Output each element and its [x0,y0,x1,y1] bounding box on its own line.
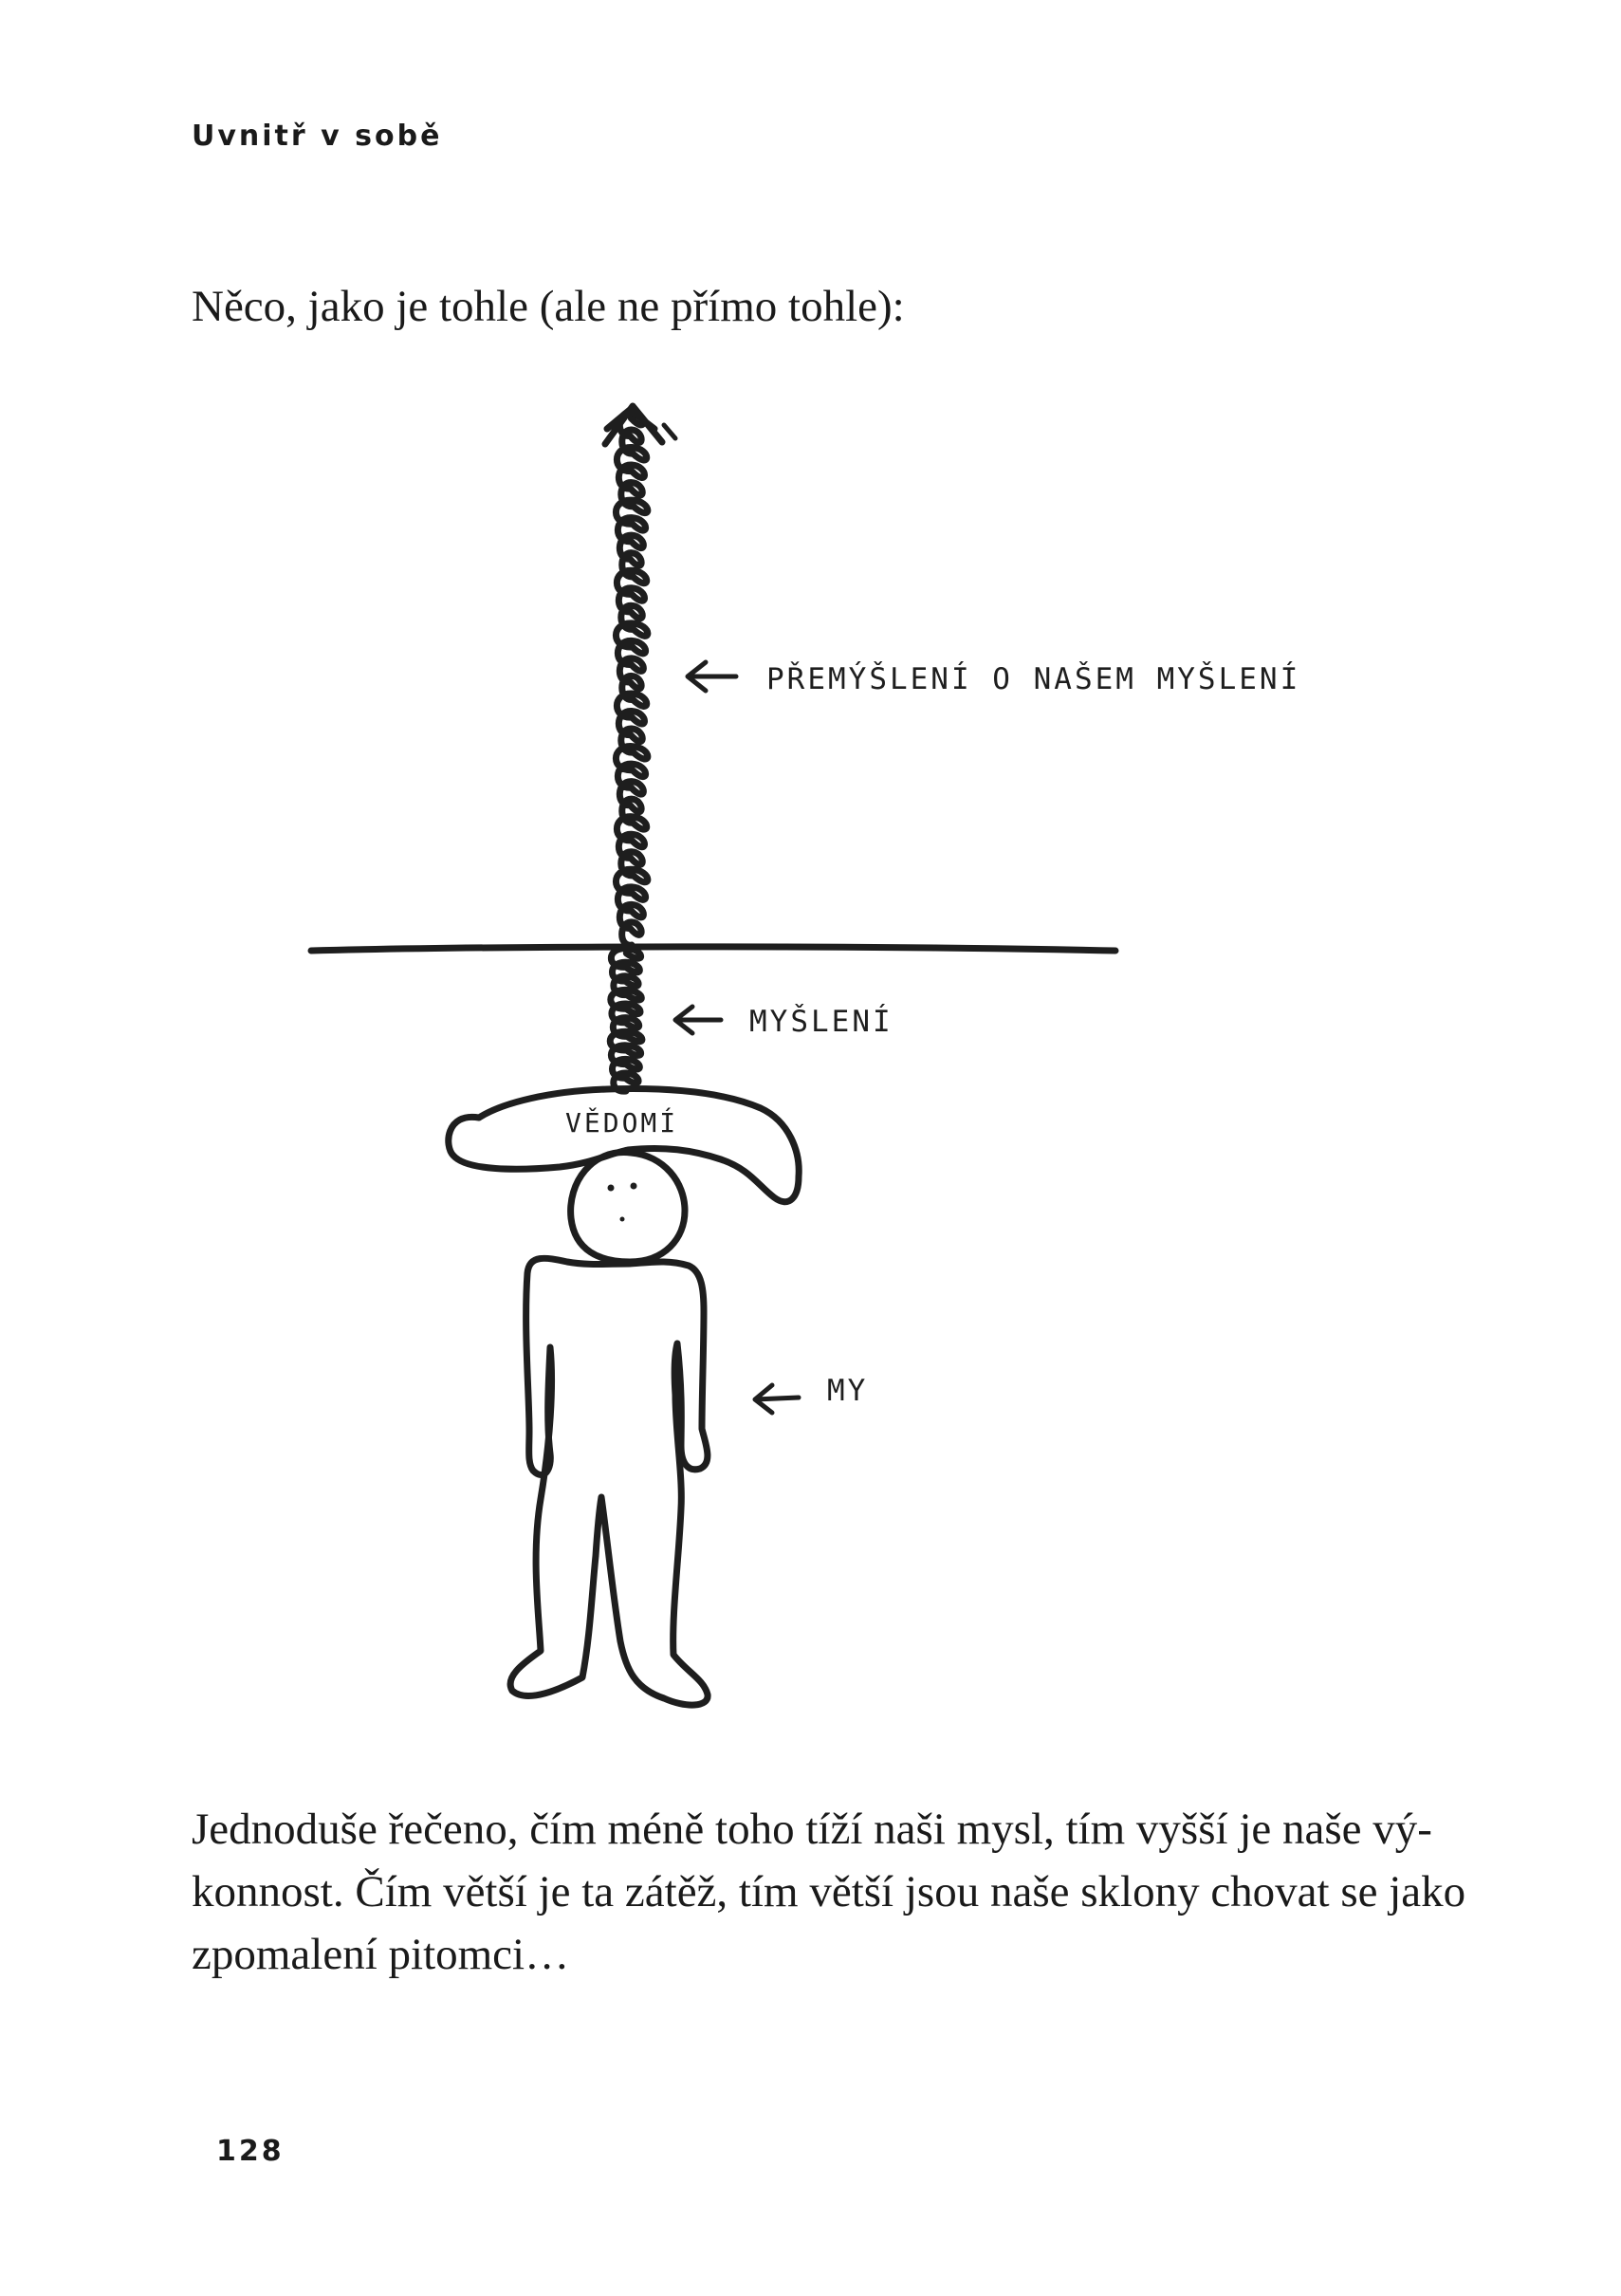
person-head [571,1153,685,1262]
body-paragraph [192,1798,1466,1986]
label-awareness: VĚDOMÍ [565,1107,679,1139]
paragraph-line: Jednoduše řečeno, čím méně toho tíží naši mysl, tím vyšší je naše vý- [192,1805,1432,1854]
arrow-us [755,1385,799,1413]
thought-spiral-lower [610,949,642,1092]
arrowhead-flourish [664,425,675,438]
arrow-thinking [675,1007,721,1033]
eye-left [608,1185,615,1192]
label-thinking-about-thinking: PŘEMÝŠLENÍ O NAŠEM MYŠLENÍ [766,662,1301,696]
threshold-line [311,947,1115,951]
paragraph-line: zpomalení pitomci… [192,1930,570,1979]
label-us: MY [827,1374,869,1408]
arrow-thinking-about-thinking [688,662,736,691]
label-thinking: MYŠLENÍ [749,1005,893,1039]
person-body [510,1258,708,1705]
paragraph-line: konnost. Čím větší je ta zátěž, tím větší jsou naše sklony chovat se jako [192,1867,1466,1916]
awareness-cloud [449,1089,799,1202]
thought-spiral-upper [616,412,647,945]
page-number: 128 [216,2135,285,2168]
running-head: Uvnitř v sobě [192,120,443,153]
eye-right [631,1183,637,1190]
mouth [620,1217,625,1222]
intro-sentence: Něco, jako je tohle (ale ne přímo tohle): [192,282,905,331]
